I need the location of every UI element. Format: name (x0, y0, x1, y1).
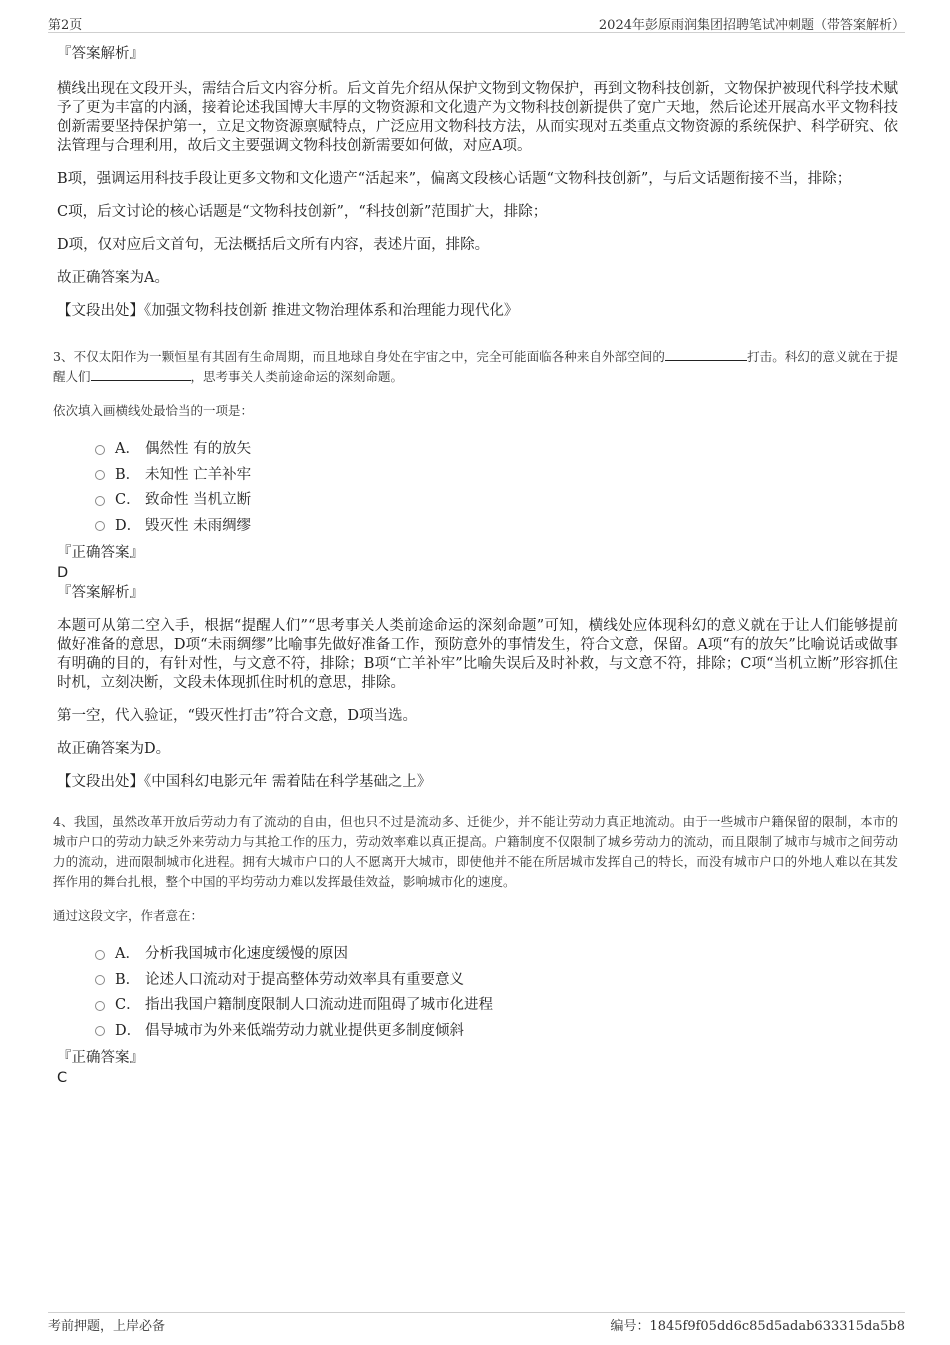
q2-source: 【文段出处】《加强文物科技创新 推进文物治理体系和治理能力现代化》 (57, 303, 519, 319)
page-footer (48, 1312, 905, 1333)
radio-icon[interactable] (95, 445, 105, 455)
radio-icon[interactable] (95, 1026, 105, 1036)
q4-option-b[interactable]: B． 论述人口流动对于提高整体劳动效率具有重要意义 (95, 966, 898, 992)
q4-answer-label: 『正确答案』 (57, 1050, 144, 1066)
document-title: 2024年彭原雨润集团招聘笔试冲刺题（带答案解析） (598, 18, 905, 33)
q3-stem-part-1: 3、不仅太阳作为一颗恒星有其固有生命周期，而且地球自身处在宇宙之中，完全可能面临各种来自外部空间的 (53, 349, 665, 364)
radio-icon[interactable] (95, 975, 105, 985)
q4-option-c[interactable]: C． 指出我国户籍制度限制人口流动进而阻碍了城市化进程 (95, 991, 898, 1017)
q3-prompt: 依次填入画横线处最恰当的一项是： (53, 403, 254, 418)
q4-prompt: 通过这段文字，作者意在： (53, 908, 204, 923)
q3-stem (53, 347, 898, 387)
q2-analysis-para-3: C项，后文讨论的核心话题是“文物科技创新”，“科技创新”范围扩大，排除； (57, 204, 548, 220)
q2-analysis-para-5: 故正确答案为A。 (57, 270, 169, 286)
q2-analysis-para-2: B项，强调运用科技手段让更多文物和文化遗产“活起来”，偏离文段核心话题“文物科技创新”，与后文话题衔接不当，排除； (57, 171, 852, 187)
radio-icon[interactable] (95, 521, 105, 531)
page-header (48, 14, 905, 33)
q3-blank-2 (91, 368, 191, 381)
q2-analysis-para-1: 横线出现在文段开头，需结合后文内容分析。后文首先介绍从保护文物到文物保护，再到文物科技创新，文物保护被现代科学技术赋予了更为丰富的内涵，接着论述我国博大丰厚的文物资源和文化遗产为文物科技创新提供了宽广天地，然后论述开展高水平文物科技创新需要坚持保护第一，立足文物资源禀赋特点，广泛应用文物科技方法，从而实现对五类重点文物资源的系统保护、科学研究、依法管理与合理利用，故后文主要强调文物科技创新需要如何做，对应A项。 (57, 81, 898, 154)
q3-option-c[interactable]: C． 致命性 当机立断 (95, 486, 898, 512)
q3-answer: D (57, 565, 69, 581)
q3-stem-part-3: ，思考事关人类前途命运的深刻命题。 (190, 369, 404, 384)
document-code: 编号：1845f9f05dd6c85d5adab633315da5b8 (610, 1319, 905, 1334)
q3-option-d[interactable]: D． 毁灭性 未雨绸缪 (95, 512, 898, 538)
q3-analysis-para-1: 本题可从第二空入手，根据“提醒人们”“思考事关人类前途命运的深刻命题”可知，横线处应体现科幻的意义就在于让人们能够提前做好准备的意思，D项“未雨绸缪”比喻事先做好准备工作，预防意外的事情发生，符合文意，保留。A项“有的放矢”比喻说话或做事有明确的目的，有针对性，与文意不符，排除；B项“亡羊补牢”比喻失误后及时补救，与文意不符，排除；C项“当机立断”形容抓住时机，立刻决断，文段未体现抓住时机的意思，排除。 (57, 618, 898, 691)
page-number: 第2页 (48, 18, 83, 33)
q2-analysis-para-4: D项，仅对应后文首句，无法概括后文所有内容，表述片面，排除。 (57, 237, 490, 253)
radio-icon[interactable] (95, 496, 105, 506)
q4-stem: 4、我国，虽然改革开放后劳动力有了流动的自由，但也只不过是流动多、迁徙少，并不能让劳动力真正地流动。由于一些城市户籍保留的限制，本市的城市户口的劳动力缺乏外来劳动力与其抢工作的压力，劳动效率难以真正提高。户籍制度不仅限制了城乡劳动力的流动，而且限制了城市与城市之间劳动力的流动，进而限制城市化进程。拥有大城市户口的人不愿离开大城市，即使他并不能在所居城市发挥自己的特长，而没有城市户口的外地人难以在其发挥作用的舞台扎根，整个中国的平均劳动力难以发挥最佳效益，影响城市化的速度。 (53, 814, 898, 889)
footer-slogan: 考前押题，上岸必备 (48, 1319, 166, 1334)
q3-analysis-para-2: 第一空，代入验证，“毁灭性打击”符合文意，D项当选。 (57, 708, 417, 724)
radio-icon[interactable] (95, 470, 105, 480)
q3-source: 【文段出处】《中国科幻电影元年 需着陆在科学基础之上》 (57, 774, 432, 790)
q4-option-a[interactable]: A． 分析我国城市化速度缓慢的原因 (95, 940, 898, 966)
q3-blank-1 (665, 348, 747, 361)
q4-options (95, 940, 898, 1042)
q3-option-a[interactable]: A． 偶然性 有的放矢 (95, 435, 898, 461)
q3-stem-part-2: 打击。科幻的意义就在于提醒人们 (53, 349, 898, 384)
radio-icon[interactable] (95, 950, 105, 960)
radio-icon[interactable] (95, 1001, 105, 1011)
page-content (53, 44, 898, 1088)
q2-analysis-label: 『答案解析』 (57, 46, 144, 62)
q3-options (95, 435, 898, 537)
q3-analysis-para-3: 故正确答案为D。 (57, 741, 171, 757)
q3-answer-label: 『正确答案』 (57, 545, 144, 561)
q4-answer: C (57, 1070, 68, 1086)
q3-option-b[interactable]: B． 未知性 亡羊补牢 (95, 461, 898, 487)
q4-option-d[interactable]: D． 倡导城市为外来低端劳动力就业提供更多制度倾斜 (95, 1017, 898, 1043)
q3-analysis-label: 『答案解析』 (57, 585, 144, 601)
